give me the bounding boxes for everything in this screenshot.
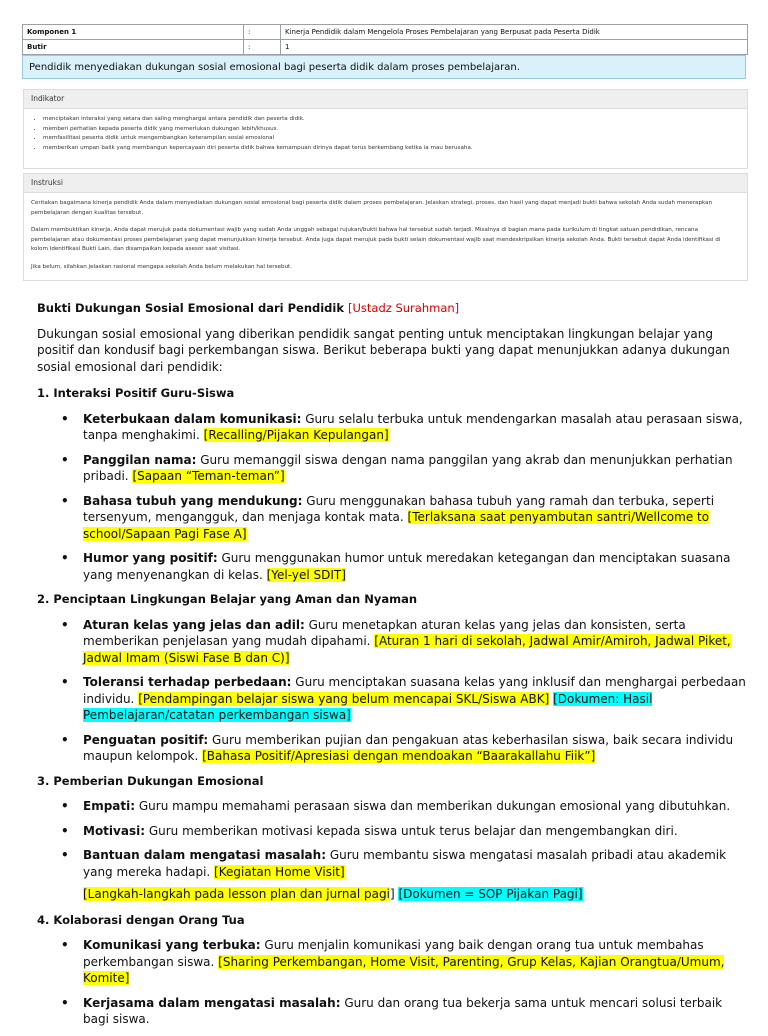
section-heading: 3. Pemberian Dukungan Emosional [37, 773, 264, 788]
evidence-tag: [Sapaan “Teman-teman”] [132, 469, 285, 483]
list-item [83, 995, 747, 1028]
evidence-tag: [Recalling/Pijakan Kepulangan] [203, 428, 389, 442]
list-item [83, 617, 747, 667]
indikator-panel [23, 89, 748, 169]
section [37, 591, 747, 765]
list-item [83, 937, 747, 987]
info-table [22, 24, 748, 55]
list-item [83, 493, 747, 543]
section [37, 912, 747, 1028]
section-heading: 4. Kolaborasi dengan Orang Tua [37, 912, 245, 927]
item-text: Guru menciptakan suasana kelas yang inklusif dan menghargai perbedaan individu. [83, 675, 746, 706]
sections [37, 385, 747, 1028]
intro-paragraph: Dukungan sosial emosional yang diberikan pendidik sangat penting untuk menciptakan lingkungan belajar yang positif dan kondusif bagi perkembangan siswa. Berikut beberapa bukti yang dapat menunjukkan adanya dukungan sosial emosional dari pendidik: [37, 326, 730, 374]
item-text: Guru memanggil siswa dengan nama panggilan yang akrab dan menunjukkan perhatian pribadi. [83, 452, 733, 483]
item-term: Penguatan positif: [83, 732, 209, 747]
item-text: Guru menggunakan humor untuk meredakan ketegangan dan menciptakan suasana yang menyenangkan di kelas. [83, 551, 731, 582]
section-heading: 2. Penciptaan Lingkungan Belajar yang Aman dan Nyaman [37, 592, 418, 606]
form-value: Kinerja Pendidik dalam Mengelola Proses Pembelajaran yang Berpusat pada Peserta Didik [281, 25, 748, 40]
bullet-list [37, 798, 747, 880]
list-item [83, 452, 747, 485]
list-item [83, 411, 747, 444]
list-item [83, 823, 747, 840]
evidence-tag: [Langkah-langkah pada lesson plan dan jurnal pagi [83, 887, 390, 901]
instruksi-paragraph: Jika belum, silahkan jelaskan rasional mengapa sekolah Anda belum melakukan hal tersebut. [31, 263, 293, 270]
evidence-tag: [Dokumen = SOP Pijakan Pagi] [398, 887, 583, 901]
bullet-list [37, 617, 747, 765]
evidence-note [83, 886, 747, 903]
section [37, 773, 747, 903]
list-item [83, 674, 747, 724]
instruksi-body [24, 193, 747, 272]
item-text: Guru dan orang tua bekerja sama untuk mencari solusi terbaik bagi siswa. [83, 995, 723, 1026]
indikator-item: • memberi perhatian kepada peserta didik yang memerlukan dukungan lebih/khusus. [43, 125, 747, 135]
form-row [23, 40, 748, 55]
item-term: Humor yang positif: [83, 551, 218, 565]
item-term: Toleransi terhadap perbedaan: [83, 675, 292, 689]
item-text: Guru memberikan pujian dan pengakuan atas keberhasilan siswa, baik secara individu maupun kelompok. [83, 732, 734, 763]
evidence-tag: [Dokumen: Hasil Pembelajaran/catatan perkembangan siswa] [83, 691, 653, 722]
instruksi-panel [23, 173, 748, 281]
item-term: Kerjasama dalam mengatasi masalah: [83, 995, 341, 1010]
item-text: Guru menetapkan aturan kelas yang jelas dan konsisten, serta memberikan penjelasan yang mudah dipahami. [83, 617, 686, 648]
item-term: Empati: [83, 799, 136, 813]
indikator-title: Indikator [24, 90, 747, 109]
section [37, 385, 747, 583]
item-term: Bantuan dalam mengatasi masalah: [83, 848, 326, 862]
item-text: Guru menjalin komunikasi yang baik dengan orang tua untuk membahas perkembangan siswa. [83, 938, 704, 969]
form-separator: : [244, 25, 281, 40]
indicator-statement: Pendidik menyediakan dukungan sosial emosional bagi peserta didik dalam proses pembelajaran. [22, 55, 746, 79]
form-value: 1 [281, 40, 748, 55]
item-term: Keterbukaan dalam komunikasi: [83, 411, 302, 426]
author-tag: [Ustadz Surahman] [348, 301, 460, 315]
document-title [37, 300, 747, 317]
evidence-tag: [Bahasa Positif/Apresiasi dengan mendoakan “Baarakallahu Fiik”] [202, 749, 596, 763]
evidence-tag: [Kegiatan Home Visit] [214, 864, 345, 879]
document-title-text: Bukti Dukungan Sosial Emosional dari Pendidik [37, 301, 344, 315]
item-text: Guru mampu memahami perasaan siswa dan memberikan dukungan emosional yang dibutuhkan. [135, 799, 731, 813]
item-term: Aturan kelas yang jelas dan adil: [83, 617, 305, 632]
item-term: Motivasi: [83, 823, 146, 838]
evidence-document [37, 300, 747, 1036]
item-text: Guru selalu terbuka untuk mendengarkan masalah atau perasaan siswa, tanpa menghakimi. [83, 411, 743, 442]
instruksi-paragraph: Ceritakan bagaimana kinerja pendidik Anda dalam menyediakan dukungan sosial emosional bagi peserta didik dalam proses pembelajaran. Jelaskan strategi, proses, dan hasil yang dapat menjadi bukti bahwa sekolah Anda sudah menerapkan pembelajaran dengan kualitas tersebut. [31, 200, 713, 216]
form-key: Butir [23, 40, 244, 55]
evidence-tag: [Sharing Perkembangan, Home Visit, Parenting, Grup Kelas, Kajian Orangtua/Umum, Komite] [83, 954, 725, 985]
bullet-list [37, 411, 747, 584]
item-text: Guru menggunakan bahasa tubuh yang ramah dan terbuka, seperti tersenyum, mengangguk, dan menjaga kontak mata. [83, 493, 715, 524]
list-item [83, 732, 747, 765]
instruksi-title: Instruksi [24, 174, 747, 193]
evidence-tag: [Aturan 1 hari di sekolah, Jadwal Amir/Amiroh, Jadwal Piket, Jadwal Imam (Siswi Fase B dan C)] [83, 634, 731, 665]
item-text: Guru membantu siswa mengatasi masalah pribadi atau akademik yang mereka hadapi. [83, 848, 727, 879]
form-separator: : [244, 40, 281, 55]
bullet-list [37, 937, 747, 1028]
indikator-item: • menciptakan interaksi yang setara dan saling menghargai antara pendidik dan peserta didik. [43, 115, 747, 125]
evidence-tag: [Pendampingan belajar siswa yang belum mencapai SKL/Siswa ABK] [138, 691, 550, 706]
indikator-item: • memfasilitasi peserta didik untuk mengembangkan keterampilan sosial emosional [43, 134, 747, 144]
form-key: Komponen 1 [23, 25, 244, 40]
item-term: Komunikasi yang terbuka: [83, 938, 261, 952]
item-term: Bahasa tubuh yang mendukung: [83, 493, 303, 508]
evidence-tag: ] [389, 887, 399, 901]
evidence-tag: [Yel-yel SDIT] [266, 567, 346, 582]
evidence-tag: [Terlaksana saat penyambutan santri/Wellcome to school/Sapaan Pagi Fase A] [83, 510, 710, 541]
instruksi-paragraph: Dalam membuktikan kinerja, Anda dapat merujuk pada dokumentasi wajib yang sudah Anda unggah sebagai rujukan/bukti bahwa hal tersebut sudah terjadi. Misalnya di bagian mana pada kurikulum di tingkat satuan pendidikan, rencana pembelajaran atau dokumentasi proses pembelajaran yang dapat menunjukkan kinerja tersebut. Anda juga dapat merujuk pada bukti selain dokumentasi wajib saat mendeskripsikan kinerja sekolah Anda. Bukti tersebut dapat Anda identifikasi di kolom Identifikasi Bukti Lain, dan disampaikan kepada asesor saat visitasi. [31, 227, 721, 252]
indikator-item: • memberikan umpan balik yang membangun kepercayaan diri peserta didik bahwa kemampuan dirinya dapat terus berkembang ketika ia mau berusaha. [43, 144, 747, 154]
section-heading: 1. Interaksi Positif Guru-Siswa [37, 386, 235, 400]
list-item [83, 798, 747, 815]
item-term: Panggilan nama: [83, 452, 197, 467]
list-item [83, 550, 747, 583]
form-row [23, 25, 748, 40]
list-item [83, 847, 747, 880]
indikator-list [24, 115, 747, 153]
item-text: Guru memberikan motivasi kepada siswa untuk terus belajar dan mengembangkan diri. [145, 823, 678, 838]
